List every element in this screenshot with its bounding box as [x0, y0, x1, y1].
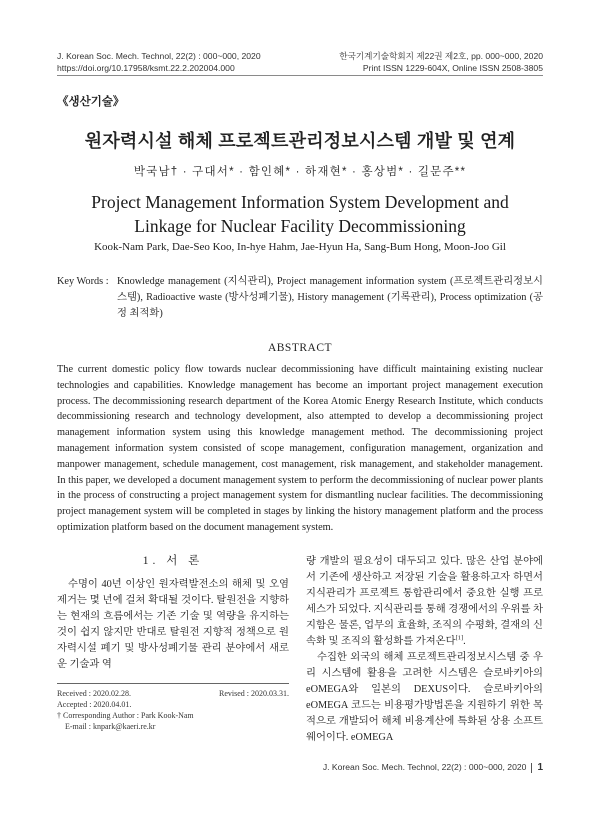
author-list-korean: 박국남† · 구대서* · 함인혜* · 하재현* · 홍상범* · 길문주** [133, 166, 467, 178]
page-number: 1 [537, 762, 543, 773]
running-header-right [339, 50, 543, 74]
citation-ref[interactable]: [1] [455, 634, 464, 642]
accepted-date: Accepted : 2020.04.01. [57, 700, 132, 709]
intro-paragraph-1-end: . [463, 636, 466, 647]
section-heading-introduction: 1. 서 론 [142, 555, 204, 567]
header-divider [57, 75, 543, 76]
intro-paragraph-2: 수집한 외국의 해체 프로젝트관리정보시스템 중 우리 시스템에 활용을 고려한 시스템은 슬로바키아의 eOMEGA와 일본의 DEXUS이다. 슬로바키아의 eOMEGA 코드는 비용평가방법론을 지원하기 위한 목적으로 개발되어 해체 비용계산에 특화된 상용 소프트웨어이다. eOMEGA [306, 652, 543, 743]
received-date: Received : 2020.02.28. [57, 689, 131, 698]
footnote-divider [57, 683, 289, 684]
abstract-body: The current domestic policy flow towards nuclear decommissioning have difficult maintaining existing nuclear technologies and capabilities. Knowledge management has become an important project management execution process. The decommissioning research department of the Korea Atomic Energy Research Institute, which conducts decommissioning research and technology development, also attempted to develop a decommissioning project management information system using this knowledge management method. The decommissioning project management information system consisted of scope management, configuration management, organization and manpower management, schedule management, cost management, risk management, and stakeholder management. In this paper, we developed a document management system to perform the decommissioning of nuclear power plants in the process of constructing a project management system for dismantling nuclear facilities. The decommissioning project management system will be completed in stages by linking the history management platform and the process optimization platform based on the document management system. [57, 364, 543, 533]
corresponding-author: † Corresponding Author : Park Kook-Nam [57, 711, 194, 720]
page-footer [323, 762, 543, 773]
paper-title-korean: 원자력시설 해체 프로젝트관리정보시스템 개발 및 연계 [84, 131, 516, 151]
intro-right-column [306, 554, 543, 746]
intro-left-column: 수명이 40년 이상인 원자력발전소의 해체 및 오염 제거는 몇 년에 걸쳐 확대될 것이다. 탈원전을 지향하는 현재의 흐름에서는 기존 기술 및 역량을 유지하는 것이 쉽지 않지만 반대로 탈원전 지향적 정책으로 원자력시설 폐기 및 방사성폐기물 관리 분야에서 새로운 기술과 역 [57, 579, 289, 670]
issn-info: Print ISSN 1229-604X, Online ISSN 2508-3805 [362, 63, 543, 73]
journal-citation-ko: 한국기계기술학회지 제22권 제2호, pp. 000~000, 2020 [339, 51, 543, 61]
intro-paragraph-1-text: 량 개발의 필요성이 대두되고 있다. 많은 산업 분야에서 기존에 생산하고 저장된 기술을 활용하고자 하면서 지식관리가 프로젝트 통합관리에서 중요한 실행 프로세스가 되었다. 지식관리를 통해 경쟁에서의 우위를 차지함은 물론, 업무의 효율화, 조직의 수평화, 결재의 신속화 및 조직의 활성화를 가져온다 [306, 556, 543, 647]
footer-separator [531, 763, 532, 773]
section-category: 《생산기술》 [57, 96, 125, 108]
author-list-english: Kook-Nam Park, Dae-Seo Koo, In-hye Hahm, Jae-Hyun Ha, Sang-Bum Hong, Moon-Joo Gil [94, 241, 506, 253]
doi-link[interactable]: https://doi.org/10.17958/ksmt.22.2.202004.000 [57, 63, 235, 73]
abstract-heading: ABSTRACT [267, 342, 333, 354]
revised-date: Revised : 2020.03.31. [219, 689, 289, 698]
title-line-1: Project Management Information System Development and [91, 192, 509, 212]
title-line-2: Linkage for Nuclear Facility Decommissioning [134, 216, 466, 236]
footnote-dates [57, 688, 289, 699]
journal-citation: J. Korean Soc. Mech. Technol, 22(2) : 000~000, 2020 [57, 51, 261, 61]
keywords-label: Key Words : [57, 276, 109, 287]
footer-journal-citation: J. Korean Soc. Mech. Technol, 22(2) : 000~000, 2020 [322, 762, 527, 772]
running-header-left [57, 50, 261, 74]
keywords-text: Knowledge management (지식관리), Project management information system (프로젝트관리정보시스템), Radioactive waste (방사성폐기물), History management (기록관리), Process optimization (공정 최적화) [117, 276, 543, 319]
intro-paragraph-1 [306, 554, 543, 650]
author-email[interactable]: E-mail : knpark@kaeri.re.kr [65, 722, 156, 731]
paper-title-english [0, 190, 600, 238]
